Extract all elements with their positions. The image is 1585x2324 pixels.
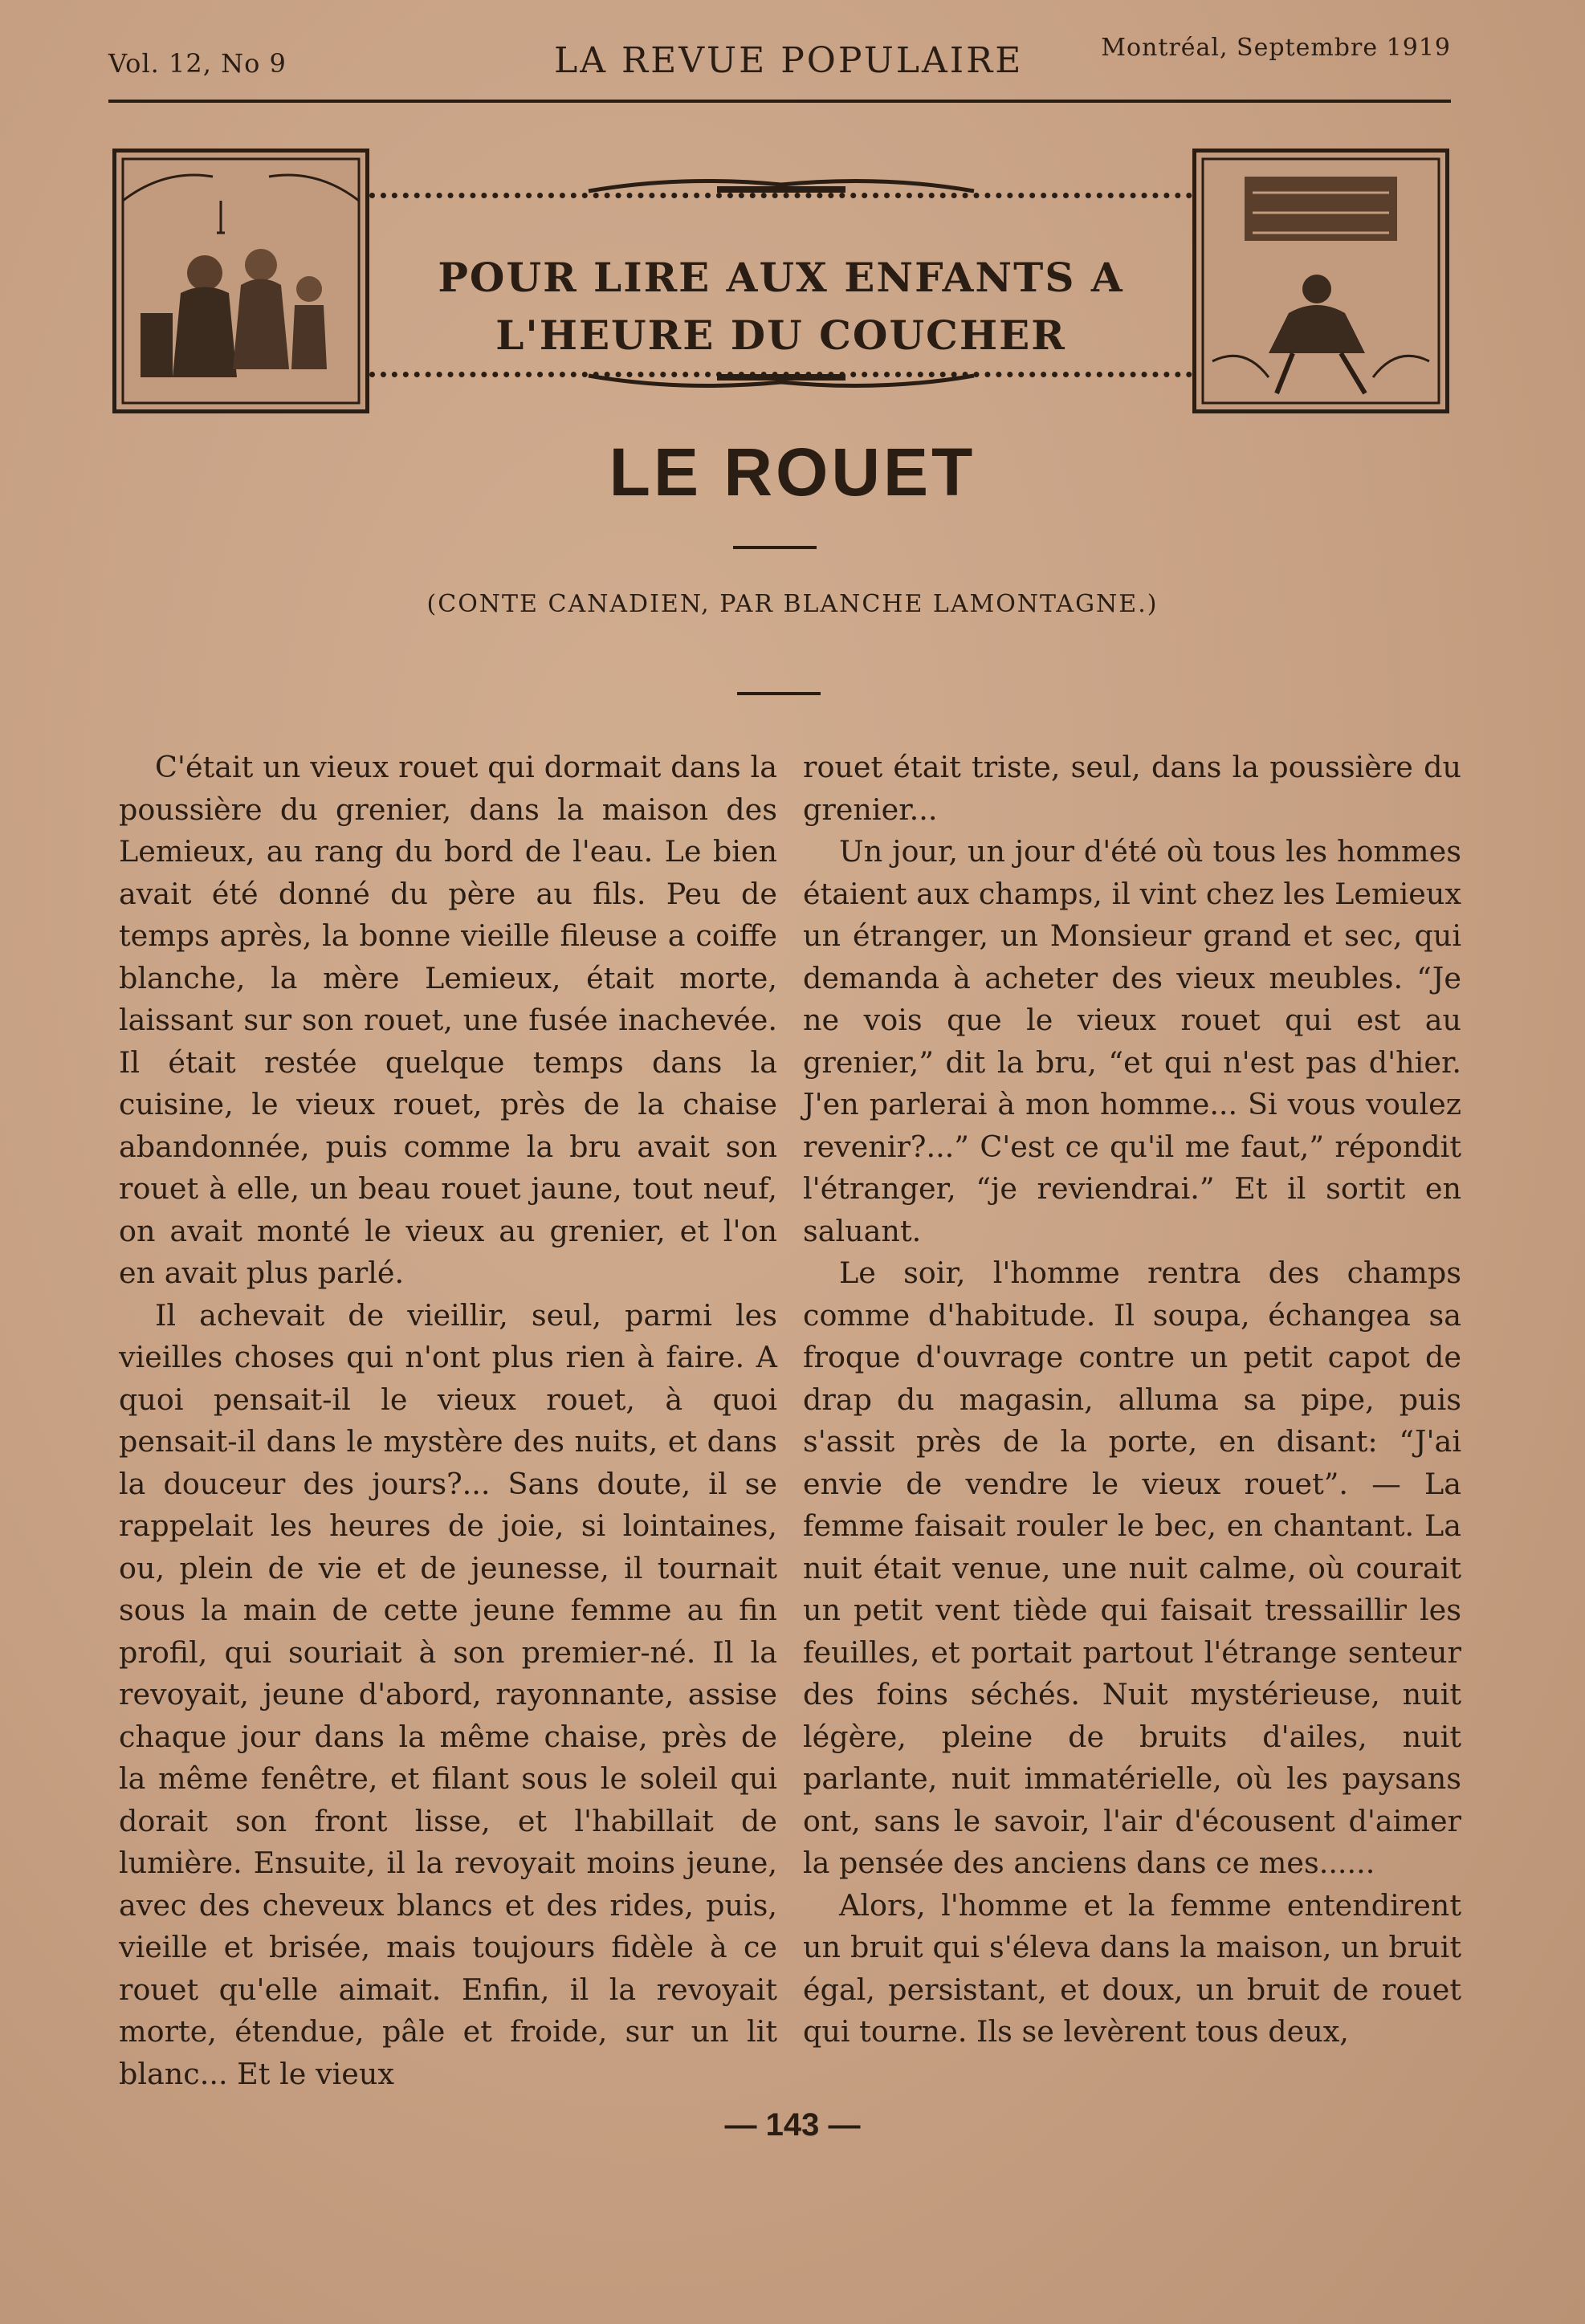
place-date: Montréal, Septembre 1919 [1101,34,1451,62]
magazine-title: LA REVUE POPULAIRE [554,40,1024,81]
text-column-right [803,747,1461,2053]
ornament-flourish-bottom [581,369,982,393]
banner-heading: POUR LIRE AUX ENFANTS A L'HEURE DU COUCHER [438,254,1124,359]
paragraph-continuation: rouet était triste, seul, dans la poussière du grenier... [803,750,1461,827]
byline-divider [737,692,821,695]
story-title: LE ROUET [609,434,976,510]
running-header [108,34,1451,98]
spinning-dance-illustration [1192,149,1449,413]
title-divider [733,546,817,549]
paragraph: Un jour, un jour d'été où tous les hommes étaient aux champs, il vint chez les Lemieux un étranger, un Monsieur grand et sec, qui demanda à acheter des vieux meubles. “Je ne vois que le vieux rouet qui est au grenier,” dit la bru, “et qui n'est pas d'hier. J'en parlerai à mon homme... Si vous voulez revenir?...” C'est ce qu'il me faut,” répondit l'étranger, “je reviendrai.” Et il sortit en saluant. [803,834,1461,1248]
page-number: — 143 — [724,2107,861,2143]
banner-frame [369,193,1192,377]
family-reading-illustration [112,149,369,413]
dotted-rule-top [369,193,1192,198]
paragraph: C'était un vieux rouet qui dormait dans la poussière du grenier, dans la maison des Lemieux, au rang du bord de l'eau. Le bien avait été donné du père au fils. Peu de temps après, la bonne vieille fileuse a coiffe blanche, la mère Lemieux, était morte, laissant sur son rouet, une fusée inachevée. Il était restée quelque temps dans la cuisine, le vieux rouet, près de la chaise abandonnée, puis comme la bru avait son rouet à elle, un beau rouet jaune, tout neuf, on avait monté le vieux au grenier, et l'on en avait plus parlé. [119,750,777,1290]
text-column-left [119,747,777,2095]
paragraph: Il achevait de vieillir, seul, parmi les vieilles choses qui n'ont plus rien à faire. A quoi pensait-il le vieux rouet, à quoi pensait-il dans le mystère des nuits, et dans la douceur des jours?... Sans doute, il se rappelait les heures de joie, si lointaines, ou, plein de vie et de jeunesse, il tournait sous la main de cette jeune femme au fin profil, qui souriait à son premier-né. Il la revoyait, jeune d'abord, rayonnante, assise chaque jour dans la même chaise, près de la même fenêtre, et filant sous le soleil qui dorait son front lisse, et l'habillait de lumière. Ensuite, il la revoyait moins jeune, avec des cheveux blancs et des rides, puis, vieille et brisée, mais toujours fidèle à ce rouet qu'elle aimait. Enfin, il la revoyait morte, étendue, pâle et froide, sur un lit blanc... Et le vieux [119,1297,777,2091]
header-rule [108,100,1451,103]
paragraph: Le soir, l'homme rentra des champs comme d'habitude. Il soupa, échangea sa froque d'ouvrage contre un petit capot de drap du magasin, alluma sa pipe, puis s'assit près de la porte, en disant: “J'ai envie de vendre le vieux rouet”. — La femme faisait rouler le bec, en chantant. La nuit était venue, une nuit calme, où courait un petit vent tiède qui faisait tressaillir les feuilles, et portait partout l'étrange senteur des foins séchés. Nuit mystérieuse, nuit légère, pleine de bruits d'ailes, nuit parlante, nuit immatérielle, où les paysans ont, sans le savoir, l'air d'écousent d'aimer la pensée des anciens dans ce mes...... [803,1256,1461,1880]
section-banner [112,149,1449,413]
story-byline: (CONTE CANADIEN, PAR BLANCHE LAMONTAGNE.) [426,590,1159,618]
paragraph: Alors, l'homme et la femme entendirent un bruit qui s'éleva dans la maison, un bruit égal, persistant, et doux, un bruit de rouet qui tourne. Ils se levèrent tous deux, [803,1887,1461,2049]
volume-number: Vol. 12, No 9 [108,48,287,79]
